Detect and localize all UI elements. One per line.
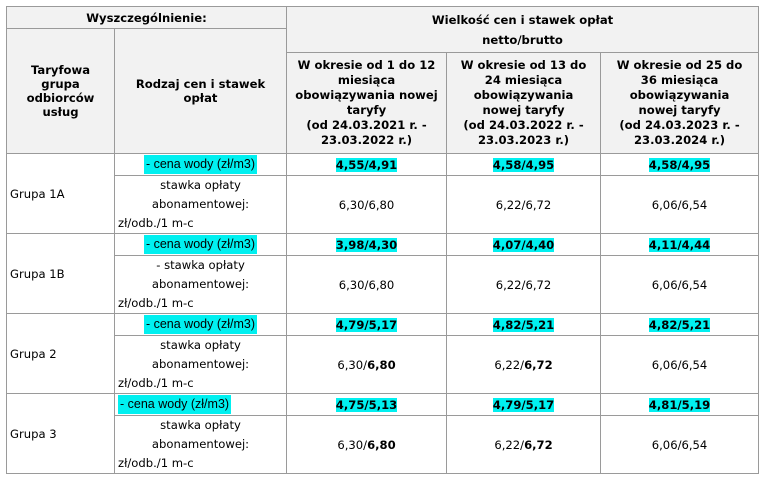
specification-header: Wyszczególnienie: — [7, 7, 287, 29]
water-price-value: 4,55/4,91 — [335, 157, 398, 172]
prices-title-line1: Wielkość cen i stawek opłat — [431, 12, 614, 27]
fee-label: - stawka opłaty abonamentowej: zł/odb./1 m-c — [115, 256, 287, 314]
fee-label: stawka opłaty abonamentowej: zł/odb./1 m-c — [115, 416, 287, 474]
fee-value: 6,30/6,80 — [287, 336, 447, 394]
group-name: Grupa 3 — [7, 394, 115, 474]
fee-value: 6,06/6,54 — [601, 336, 759, 394]
fee-value: 6,06/6,54 — [601, 256, 759, 314]
water-price-value: 4,79/5,17 — [335, 317, 398, 332]
water-price-value: 4,58/4,95 — [648, 157, 711, 172]
fee-value: 6,22/6,72 — [447, 176, 601, 234]
water-price-value: 4,75/5,13 — [335, 397, 398, 412]
fee-label: stawka opłaty abonamentowej: zł/odb./1 m-c — [115, 336, 287, 394]
table-row — [7, 176, 759, 234]
table-row — [7, 336, 759, 394]
fee-value: 6,22/6,72 — [447, 416, 601, 474]
tariff-table — [6, 6, 759, 474]
fee-label: stawka opłaty abonamentowej: zł/odb./1 m-c — [115, 176, 287, 234]
water-price-label: - cena wody (zł/m3) — [118, 395, 231, 414]
prices-title-header — [287, 7, 759, 53]
fee-value: 6,30/6,80 — [287, 416, 447, 474]
period3-header: W okresie od 25 do 36 miesiąca obowiązywania nowej taryfy (od 24.03.2023 r. - 23.03.2024 r.) — [601, 53, 759, 154]
water-price-label: - cena wody (zł/m3) — [144, 235, 257, 254]
type-column-header: Rodzaj cen i stawek opłat — [115, 29, 287, 154]
fee-value: 6,22/6,72 — [447, 256, 601, 314]
fee-value: 6,22/6,72 — [447, 336, 601, 394]
water-price-label: - cena wody (zł/m3) — [144, 315, 257, 334]
water-price-value: 4,82/5,21 — [648, 317, 711, 332]
table-row — [7, 234, 759, 256]
group-name: Grupa 2 — [7, 314, 115, 394]
fee-value: 6,30/6,80 — [287, 176, 447, 234]
water-price-value: 4,58/4,95 — [492, 157, 555, 172]
group-column-header: Taryfowa grupa odbiorców usług — [7, 29, 115, 154]
water-price-value: 4,11/4,44 — [648, 237, 711, 252]
fee-value: 6,06/6,54 — [601, 416, 759, 474]
table-row — [7, 416, 759, 474]
table-row — [7, 314, 759, 336]
fee-value: 6,06/6,54 — [601, 176, 759, 234]
water-price-value: 4,82/5,21 — [492, 317, 555, 332]
prices-title-line2: netto/brutto — [482, 32, 563, 47]
table-row — [7, 394, 759, 416]
table-row — [7, 154, 759, 176]
period2-header: W okresie od 13 do 24 miesiąca obowiązywania nowej taryfy (od 24.03.2022 r. - 23.03.2023 r.) — [447, 53, 601, 154]
water-price-label: - cena wody (zł/m3) — [144, 155, 257, 174]
water-price-value: 3,98/4,30 — [335, 237, 398, 252]
group-name: Grupa 1A — [7, 154, 115, 234]
group-name: Grupa 1B — [7, 234, 115, 314]
water-price-value: 4,07/4,40 — [492, 237, 555, 252]
water-price-value: 4,81/5,19 — [648, 397, 711, 412]
fee-value: 6,30/6,80 — [287, 256, 447, 314]
table-row — [7, 256, 759, 314]
period1-header: W okresie od 1 do 12 miesiąca obowiązywania nowej taryfy (od 24.03.2021 r. - 23.03.2022 r.) — [287, 53, 447, 154]
water-price-value: 4,79/5,17 — [492, 397, 555, 412]
